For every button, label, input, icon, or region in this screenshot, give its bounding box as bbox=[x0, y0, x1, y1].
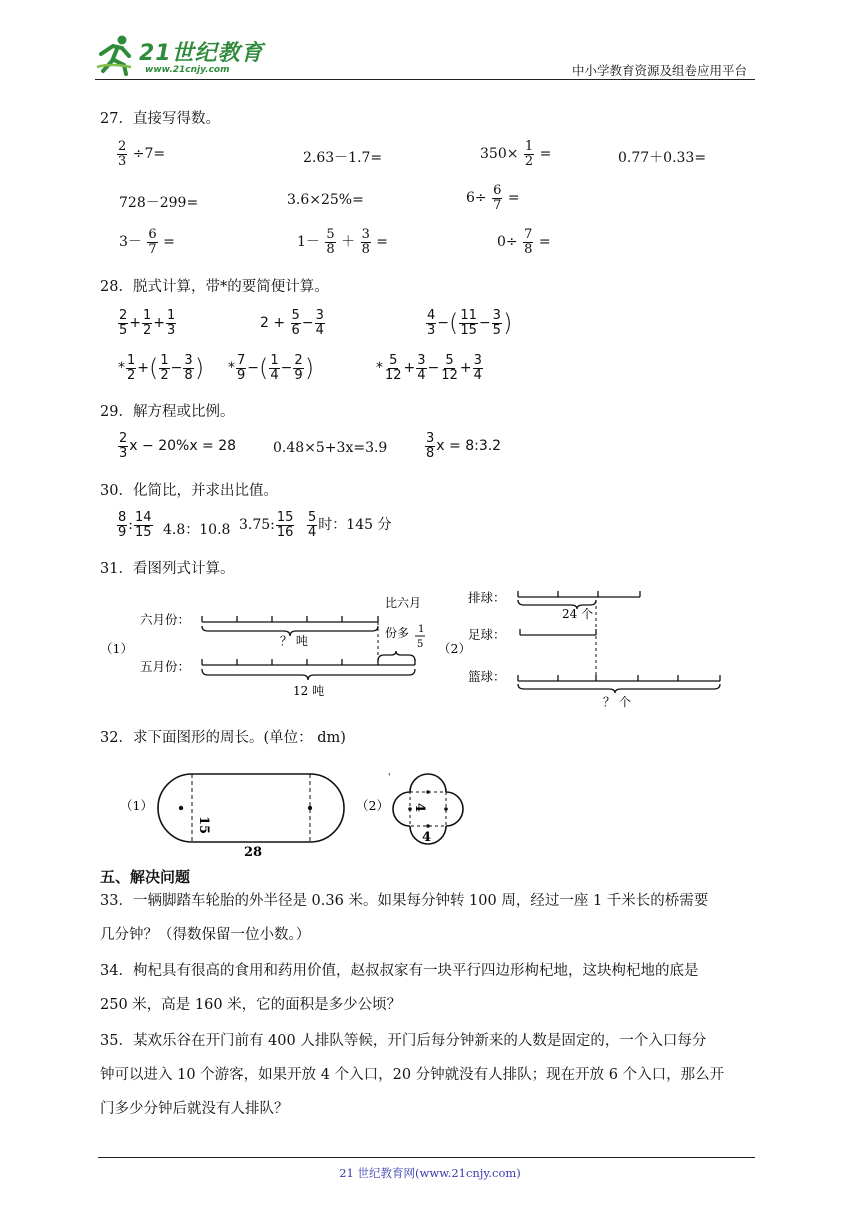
footer-text: 21 世纪教育网(www.21cnjy.com) bbox=[339, 1166, 521, 1180]
q28-expr-5: * $\frac{7}{9}$ −( $\frac{1}{4}$ − $\frac{2}{9}$ ) bbox=[228, 353, 315, 383]
section5-title: 五、解决问题 bbox=[100, 868, 191, 886]
q27-item-7: 6÷ $\frac{6}{7}$ = bbox=[466, 183, 520, 213]
football-label: 足球： bbox=[468, 627, 506, 642]
may-total: 12 吨 bbox=[293, 684, 325, 698]
fraction: $\frac{7}{8}$ bbox=[524, 227, 533, 257]
q32-title: 32．求下面图形的周长。(单位： dm) bbox=[100, 730, 346, 746]
q27-title: 27．直接写得数。 bbox=[100, 111, 220, 127]
q28-expr-2: 2 + $\frac{5}{6}$ − $\frac{3}{4}$ bbox=[260, 308, 324, 338]
q30-ratio-d: $\frac{5}{4}$ 时：145 分 bbox=[308, 510, 392, 540]
volleyball-label: 排球： bbox=[468, 590, 506, 605]
q29-eq-1: $\frac{2}{3}$ x − 20%x = 28 bbox=[119, 431, 237, 461]
q28-expr-6: * $\frac{5}{12}$ + $\frac{3}{4}$ − $\frac{5}{12}$ + $\frac{3}{4}$ bbox=[376, 353, 482, 383]
may-segment-line bbox=[202, 651, 415, 680]
q27-item-6: 3.6×25%= bbox=[287, 192, 364, 208]
footer-rule bbox=[98, 1157, 755, 1158]
logo-text: 21世纪教育 bbox=[139, 41, 264, 66]
q35-line3: 门多少分钟后就没有人排队？ bbox=[100, 1101, 289, 1117]
fraction: $\frac{3}{8}$ bbox=[361, 227, 370, 257]
fraction: $\frac{1}{2}$ bbox=[524, 139, 534, 169]
q27-item-8: 3－ $\frac{6}{7}$ = bbox=[119, 227, 175, 257]
tick-mark: ' bbox=[388, 773, 391, 783]
volleyball-count: 24 个 bbox=[562, 607, 594, 621]
header-rule bbox=[95, 79, 755, 80]
q32-figures bbox=[120, 770, 500, 862]
q31-diagrams bbox=[100, 585, 760, 715]
q27-item-1: $\frac{2}{3}$ ÷7= bbox=[118, 139, 166, 169]
q27-item-4: 0.77＋0.33= bbox=[618, 150, 707, 166]
q27-item-10: 0÷ $\frac{7}{8}$ = bbox=[497, 227, 551, 257]
logo-url: www.21cnjy.com bbox=[145, 65, 230, 75]
q29-title: 29．解方程或比例。 bbox=[100, 404, 235, 420]
width-label: 28 bbox=[244, 845, 263, 860]
q27-item-2: 2.63－1.7= bbox=[303, 150, 383, 166]
header-logo bbox=[95, 34, 265, 80]
fraction: $\frac{6}{7}$ bbox=[148, 227, 157, 257]
may-label: 五月份： bbox=[140, 659, 191, 674]
q34 bbox=[100, 954, 765, 1022]
q28-expr-3: $\frac{4}{3}$ −( $\frac{11}{15}$ − $\frac{3}{5}$ ) bbox=[427, 308, 513, 338]
note-line1: 比六月 bbox=[385, 596, 422, 610]
platform-name: 中小学教育资源及组卷应用平台 bbox=[572, 63, 748, 78]
q30-ratio-b: 4.8：10.8 bbox=[163, 522, 231, 538]
football-segment-line bbox=[520, 629, 596, 635]
q29-eq-3: $\frac{3}{8}$ x = 8:3.2 bbox=[426, 431, 502, 461]
note-fraction-num: 1 bbox=[418, 624, 425, 635]
q30-ratio-c: 3.75: $\frac{15}{16}$ bbox=[239, 510, 294, 540]
q33-line2: 几分钟？（得数保留一位小数。） bbox=[100, 927, 311, 943]
q28-expr-1: $\frac{2}{5}$ + $\frac{1}{2}$ + $\frac{1}{3}$ bbox=[119, 308, 176, 338]
stadium-shape bbox=[158, 774, 344, 842]
height-label: 15 bbox=[196, 816, 211, 835]
q30-title: 30．化简比，并求出比值。 bbox=[100, 483, 278, 499]
june-unknown: ？ 吨 bbox=[280, 634, 308, 648]
fraction: $\frac{2}{3}$ bbox=[118, 139, 127, 169]
q35 bbox=[100, 1024, 765, 1126]
q32-p2-label: （2） bbox=[356, 798, 389, 813]
q35-line2: 钟可以进入 10 个游客，如果开放 4 个入口，20 分钟就没有人排队；现在开放 6 个入口，那么开 bbox=[100, 1067, 725, 1083]
q27-item-9: 1－ $\frac{5}{8}$ ＋ $\frac{3}{8}$ = bbox=[297, 227, 389, 257]
q31-title: 31．看图列式计算。 bbox=[100, 561, 235, 577]
q32-p1-label: （1） bbox=[120, 798, 153, 813]
fraction: $\frac{6}{7}$ bbox=[493, 183, 502, 213]
basketball-segment-line bbox=[518, 675, 720, 693]
left-center-dot bbox=[179, 806, 183, 810]
q29-eq-2: 0.48×5+3x=3.9 bbox=[273, 440, 388, 456]
june-segment-line bbox=[202, 616, 378, 636]
q33-line1: 33．一辆脚踏车轮胎的外半径是 0.36 米。如果每分钟转 100 周，经过一座 1 千米长的桥需要 bbox=[100, 893, 709, 909]
q35-line1: 35．某欢乐谷在开门前有 400 人排队等候，开门后每分钟新来的人数是固定的，一个入口每分 bbox=[100, 1033, 707, 1049]
note-line2: 份多 bbox=[385, 626, 410, 640]
q27-item-5: 728－299= bbox=[119, 195, 199, 211]
basketball-label: 篮球： bbox=[468, 669, 506, 684]
right-center-dot bbox=[308, 806, 312, 810]
q34-line2: 250 米，高是 160 米，它的面积是多少公顷？ bbox=[100, 997, 402, 1013]
q31-p1-label: （1） bbox=[100, 641, 133, 656]
q34-line1: 34．枸杞具有很高的食用和药用价值，赵叔叔家有一块平行四边形枸杞地，这块枸杞地的底是 bbox=[100, 963, 699, 979]
q28-title: 28．脱式计算，带*的要简便计算。 bbox=[100, 279, 329, 295]
bottom-label: 4 bbox=[422, 830, 432, 845]
note-fraction-den: 5 bbox=[417, 639, 424, 650]
q30-ratio-a: $\frac{8}{9}$ : $\frac{14}{15}$ bbox=[118, 510, 152, 540]
side-label: 4 bbox=[412, 803, 427, 813]
q27-item-3: 350× $\frac{1}{2}$ = bbox=[480, 139, 552, 169]
runner-logo-icon bbox=[95, 34, 135, 76]
june-label: 六月份： bbox=[140, 612, 191, 627]
fraction: $\frac{5}{8}$ bbox=[326, 227, 335, 257]
q31-p2-label: （2） bbox=[438, 641, 471, 656]
basketball-unknown: ？ 个 bbox=[603, 695, 631, 709]
q28-expr-4: * $\frac{1}{2}$ +( $\frac{1}{2}$ − $\frac{3}{8}$ ) bbox=[118, 353, 205, 383]
q33 bbox=[100, 884, 765, 952]
